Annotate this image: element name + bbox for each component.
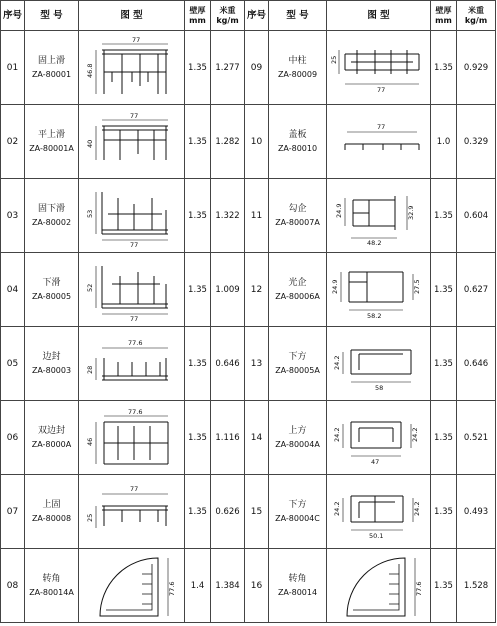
dim-label: 77 xyxy=(129,314,138,322)
model-name: 下方 xyxy=(288,351,307,362)
model-code: ZA-80003 xyxy=(31,365,72,375)
header-weight-2: 米重 kg/m xyxy=(457,1,496,31)
header-figure: 图 型 xyxy=(79,1,185,31)
dim-label: 24.2 xyxy=(332,427,341,442)
thickness-cell: 1.35 xyxy=(431,253,457,327)
weight-cell: 0.521 xyxy=(457,401,496,475)
dim-label: 50.1 xyxy=(368,531,383,540)
model-cell xyxy=(25,105,79,179)
model-code: ZA-80007A xyxy=(275,217,320,227)
weight-cell: 0.627 xyxy=(457,253,496,327)
model-cell xyxy=(269,475,327,549)
model-name: 光企 xyxy=(288,277,307,288)
thickness-cell: 1.4 xyxy=(185,549,211,623)
profile-drawing xyxy=(329,258,429,322)
model-cell xyxy=(269,549,327,623)
header-weight: 米重 kg/m xyxy=(211,1,245,31)
profile-figure xyxy=(79,179,185,253)
weight-cell: 1.282 xyxy=(211,105,245,179)
model-name: 转角 xyxy=(42,573,61,584)
profile-drawing xyxy=(329,552,429,620)
model-name: 勾企 xyxy=(288,203,307,214)
seq-cell: 14 xyxy=(245,401,269,475)
dim-label: 77 xyxy=(376,85,385,94)
dim-label: 32.9 xyxy=(406,205,415,220)
profile-drawing xyxy=(82,258,182,322)
profile-figure xyxy=(327,327,431,401)
header-thickness-2: 壁厚 mm xyxy=(431,1,457,31)
model-name: 双边封 xyxy=(37,425,65,436)
profile-figure xyxy=(79,327,185,401)
weight-cell: 1.277 xyxy=(211,31,245,105)
weight-cell: 1.322 xyxy=(211,179,245,253)
header-model-2: 型 号 xyxy=(269,1,327,31)
dim-label: 58.2 xyxy=(366,311,381,320)
model-code: ZA-80005 xyxy=(31,291,72,301)
table-row xyxy=(1,549,496,623)
model-name: 固上滑 xyxy=(37,55,65,66)
profile-figure xyxy=(327,549,431,623)
model-cell xyxy=(25,253,79,327)
model-cell xyxy=(25,549,79,623)
model-name: 盖板 xyxy=(288,129,307,140)
seq-cell: 15 xyxy=(245,475,269,549)
model-code: ZA-80004C xyxy=(275,513,320,523)
weight-cell: 1.116 xyxy=(211,401,245,475)
header-seq: 序号 xyxy=(1,1,25,31)
model-cell xyxy=(269,179,327,253)
profile-drawing xyxy=(329,332,429,396)
seq-cell: 07 xyxy=(1,475,25,549)
profile-drawing xyxy=(82,552,182,620)
weight-cell: 1.384 xyxy=(211,549,245,623)
dim-label: 77.6 xyxy=(127,407,142,416)
model-cell xyxy=(269,253,327,327)
model-cell xyxy=(269,105,327,179)
model-cell xyxy=(269,401,327,475)
model-cell xyxy=(25,327,79,401)
table-row xyxy=(1,253,496,327)
thickness-cell: 1.0 xyxy=(431,105,457,179)
dim-label: 77 xyxy=(129,484,138,493)
dim-label: 24.2 xyxy=(410,427,419,442)
header-seq-2: 序号 xyxy=(245,1,269,31)
profile-figure xyxy=(79,31,185,105)
profile-figure xyxy=(327,105,431,179)
thickness-cell: 1.35 xyxy=(431,327,457,401)
dim-label: 77 xyxy=(131,35,140,44)
weight-cell: 0.646 xyxy=(211,327,245,401)
model-cell xyxy=(25,401,79,475)
model-cell xyxy=(25,31,79,105)
seq-cell: 04 xyxy=(1,253,25,327)
model-code: ZA-80008 xyxy=(31,513,72,523)
seq-cell: 13 xyxy=(245,327,269,401)
profile-drawing xyxy=(329,36,429,100)
thickness-cell: 1.35 xyxy=(431,31,457,105)
dim-label: 77 xyxy=(376,122,385,131)
model-code: ZA-80004A xyxy=(275,439,320,449)
dim-label: 24.2 xyxy=(332,355,341,370)
model-code: ZA-80014 xyxy=(277,587,318,597)
dim-label: 40 xyxy=(85,139,94,148)
model-cell xyxy=(269,31,327,105)
profile-drawing xyxy=(329,406,429,470)
thickness-cell: 1.35 xyxy=(185,327,211,401)
dim-label: 77.6 xyxy=(127,338,142,347)
seq-cell: 09 xyxy=(245,31,269,105)
model-name: 上方 xyxy=(288,425,307,436)
weight-cell: 0.493 xyxy=(457,475,496,549)
model-name: 边封 xyxy=(42,351,61,362)
profile-figure xyxy=(79,401,185,475)
weight-cell: 0.626 xyxy=(211,475,245,549)
model-name: 平上滑 xyxy=(37,129,65,140)
dim-label: 46 xyxy=(85,437,94,446)
header-model: 型 号 xyxy=(25,1,79,31)
table-row xyxy=(1,327,496,401)
table-row xyxy=(1,105,496,179)
weight-cell: 1.528 xyxy=(457,549,496,623)
seq-cell: 10 xyxy=(245,105,269,179)
model-code: ZA-80001 xyxy=(31,69,72,79)
model-name: 转角 xyxy=(288,573,307,584)
dim-label: 48.2 xyxy=(366,238,381,247)
thickness-cell: 1.35 xyxy=(185,179,211,253)
profile-drawing xyxy=(82,406,182,470)
profile-drawing xyxy=(82,184,182,248)
seq-cell: 02 xyxy=(1,105,25,179)
weight-cell: 0.929 xyxy=(457,31,496,105)
dim-label: 77 xyxy=(129,111,138,120)
thickness-cell: 1.35 xyxy=(185,401,211,475)
dim-label: 25 xyxy=(85,513,94,522)
thickness-cell: 1.35 xyxy=(431,549,457,623)
profile-figure xyxy=(327,475,431,549)
dim-label: 27.5 xyxy=(412,279,421,294)
seq-cell: 01 xyxy=(1,31,25,105)
profile-drawing xyxy=(82,332,182,396)
dim-label: 24.2 xyxy=(412,501,421,516)
model-code: ZA-80006A xyxy=(275,291,320,301)
seq-cell: 16 xyxy=(245,549,269,623)
model-code: ZA-80010 xyxy=(277,143,318,153)
header-thickness: 壁厚 mm xyxy=(185,1,211,31)
profile-figure xyxy=(79,105,185,179)
dim-label: 52 xyxy=(85,283,94,292)
profile-drawing xyxy=(329,110,429,174)
model-name: 下方 xyxy=(288,499,307,510)
profile-drawing xyxy=(329,480,429,544)
model-code: ZA-80009 xyxy=(277,69,318,79)
model-name: 固下滑 xyxy=(37,203,65,214)
model-cell xyxy=(25,475,79,549)
header-figure-2: 图 型 xyxy=(327,1,431,31)
header-row xyxy=(1,1,496,31)
dim-label: 47 xyxy=(370,457,379,466)
model-code: ZA-80001A xyxy=(29,143,74,153)
model-cell xyxy=(25,179,79,253)
table-row xyxy=(1,179,496,253)
dim-label: 25 xyxy=(329,55,338,64)
model-name: 上固 xyxy=(42,499,61,510)
model-code: ZA-80014A xyxy=(29,587,74,597)
dim-label: 24.9 xyxy=(334,203,343,218)
seq-cell: 11 xyxy=(245,179,269,253)
profile-figure xyxy=(327,179,431,253)
profile-drawing xyxy=(82,480,182,544)
table-row xyxy=(1,475,496,549)
table-row xyxy=(1,401,496,475)
thickness-cell: 1.35 xyxy=(431,179,457,253)
seq-cell: 03 xyxy=(1,179,25,253)
profile-figure xyxy=(327,401,431,475)
seq-cell: 05 xyxy=(1,327,25,401)
thickness-cell: 1.35 xyxy=(431,475,457,549)
dim-label: 24.9 xyxy=(330,279,339,294)
weight-cell: 0.604 xyxy=(457,179,496,253)
model-code: ZA-80002 xyxy=(31,217,72,227)
profile-figure xyxy=(79,549,185,623)
dim-label: 77.6 xyxy=(167,581,176,596)
dim-label: 28 xyxy=(85,365,94,374)
table-row xyxy=(1,31,496,105)
dim-label: 77 xyxy=(129,240,138,248)
profile-figure xyxy=(327,31,431,105)
dim-label: 24.2 xyxy=(332,501,341,516)
seq-cell: 12 xyxy=(245,253,269,327)
profile-figure xyxy=(79,475,185,549)
profile-drawing xyxy=(329,184,429,248)
weight-cell: 1.009 xyxy=(211,253,245,327)
seq-cell: 08 xyxy=(1,549,25,623)
thickness-cell: 1.35 xyxy=(185,253,211,327)
thickness-cell: 1.35 xyxy=(185,31,211,105)
thickness-cell: 1.35 xyxy=(431,401,457,475)
profile-figure xyxy=(327,253,431,327)
dim-label: 77.6 xyxy=(414,581,423,596)
profile-drawing xyxy=(82,110,182,174)
seq-cell: 06 xyxy=(1,401,25,475)
model-code: ZA-80005A xyxy=(275,365,320,375)
dim-label: 53 xyxy=(85,209,94,218)
weight-cell: 0.329 xyxy=(457,105,496,179)
profile-figure xyxy=(79,253,185,327)
thickness-cell: 1.35 xyxy=(185,105,211,179)
model-code: ZA-8000A xyxy=(31,439,72,449)
dim-label: 58 xyxy=(374,383,383,392)
dim-label: 46.8 xyxy=(85,63,94,78)
thickness-cell: 1.35 xyxy=(185,475,211,549)
model-name: 下滑 xyxy=(42,277,61,288)
profile-drawing xyxy=(82,36,182,100)
model-name: 中柱 xyxy=(288,55,307,66)
model-cell xyxy=(269,327,327,401)
weight-cell: 0.646 xyxy=(457,327,496,401)
